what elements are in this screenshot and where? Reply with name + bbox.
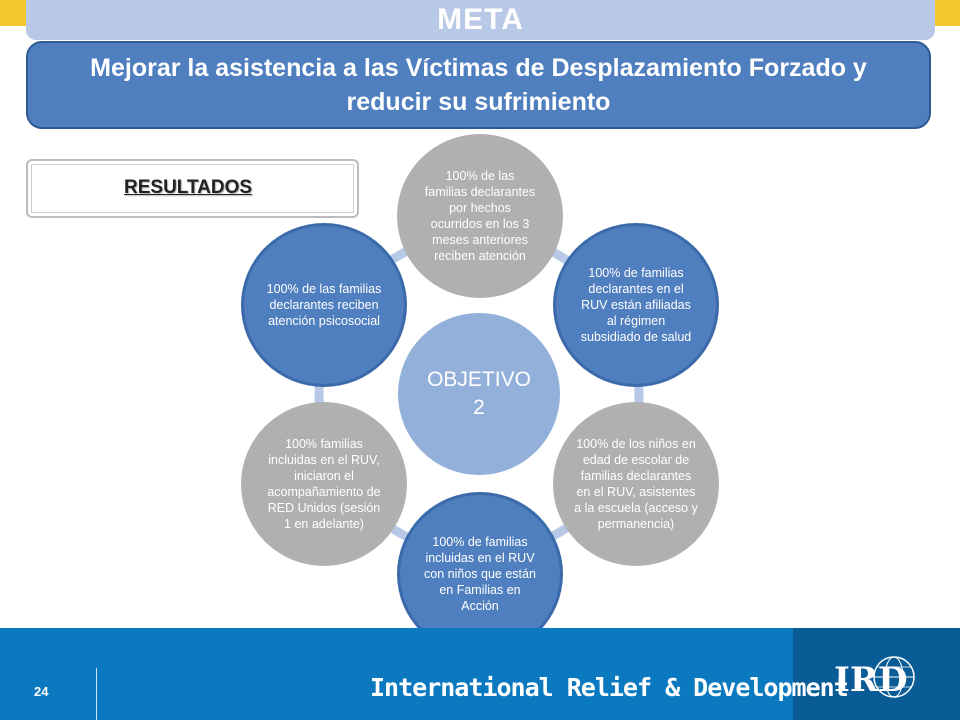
results-label: RESULTADOS [124, 177, 253, 198]
cycle-node-5 [241, 402, 407, 566]
cycle-node-text: 100% de las familias declarantes por hechos ocurridos en los 3 meses anteriores reciben atención [424, 169, 536, 263]
cycle-node-3 [553, 402, 719, 566]
cycle-node-text: 100% de familias declarantes en el RUV están afiliadas al régimen subsidiado de salud [580, 266, 692, 344]
cycle-node-2 [553, 223, 719, 387]
goal-text: Mejorar la asistencia a las Víctimas de Desplazamiento Forzado y reducir su sufrimiento [90, 54, 867, 116]
cycle-node-text: 100% de las familias declarantes reciben atención psicosocial [266, 282, 382, 328]
footer-divider [96, 668, 97, 720]
cycle-node-6 [241, 223, 407, 387]
cycle-node-text: 100% de los niños en edad de escolar de familias declarantes en el RUV, asistentes a la escuela (acceso y permanencia) [574, 437, 698, 531]
page-number: 24 [34, 684, 49, 699]
ird-logo-icon [832, 655, 922, 699]
svg-text:IRD: IRD [834, 660, 908, 699]
cycle-center-label: OBJETIVO 2 [427, 368, 531, 419]
organization-name: International Relief & Development [370, 673, 848, 702]
cycle-node-1 [397, 134, 563, 298]
cycle-node-text: 100% de familias incluidas en el RUV con niños que están en Familias en Acción [424, 535, 536, 613]
meta-title: META [437, 3, 524, 36]
cycle-node-text: 100% familias incluidas en el RUV, iniciaron el acompañamiento de RED Unidos (sesión 1 en adelante) [267, 437, 381, 531]
cycle-center [398, 313, 560, 475]
